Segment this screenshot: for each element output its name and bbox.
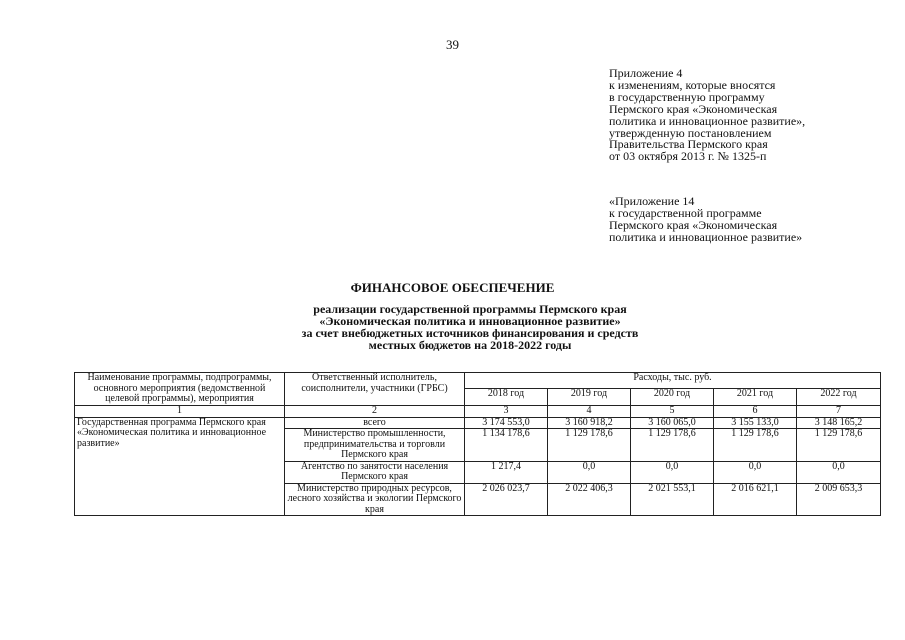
column-number: 7 <box>797 405 881 417</box>
appendix-header-line: Правительства Пермского края <box>609 137 768 152</box>
value-cell: 3 160 065,0 <box>631 417 714 429</box>
column-number: 4 <box>548 405 631 417</box>
header-executor: Ответственный исполнитель, соисполнители, участники (ГРБС) <box>285 373 465 406</box>
appendix-program-line: к государственной программе <box>609 205 762 220</box>
header-year: 2019 год <box>548 389 631 405</box>
value-cell: 0,0 <box>714 461 797 483</box>
column-number: 3 <box>465 405 548 417</box>
value-cell: 2 016 621,1 <box>714 483 797 516</box>
value-cell: 1 129 178,6 <box>631 429 714 462</box>
appendix-header-line: Пермского края «Экономическая <box>609 101 778 116</box>
value-cell: 1 134 178,6 <box>465 429 548 462</box>
table-header-row <box>75 373 881 389</box>
executor-cell: Министерство природных ресурсов, лесного хозяйства и экологии Пермского края <box>285 483 465 516</box>
appendix-header-line: в государственную программу <box>609 89 765 104</box>
value-cell: 1 129 178,6 <box>797 429 881 462</box>
value-cell: 1 129 178,6 <box>714 429 797 462</box>
document-title: ФИНАНСОВОЕ ОБЕСПЕЧЕНИЕ <box>350 280 555 295</box>
header-expenses: Расходы, тыс. руб. <box>465 373 881 389</box>
appendix-header <box>609 68 805 163</box>
appendix-program-line: «Приложение 14 <box>609 194 695 208</box>
value-cell: 3 174 553,0 <box>465 417 548 429</box>
financing-table <box>74 372 881 516</box>
column-number: 5 <box>631 405 714 417</box>
value-cell: 2 026 023,7 <box>465 483 548 516</box>
appendix-header-line: утвержденную постановлением <box>609 125 772 140</box>
appendix-program-line: политика и инновационное развитие» <box>609 229 803 244</box>
appendix-header-line: от 03 октября 2013 г. № 1325-п <box>609 149 767 164</box>
appendix-header-line: политика и инновационное развитие», <box>609 113 806 128</box>
appendix-program-line: Пермского края «Экономическая <box>609 217 778 232</box>
value-cell: 1 129 178,6 <box>548 429 631 462</box>
appendix-header-line: к изменениям, которые вносятся <box>609 77 776 92</box>
value-cell: 0,0 <box>548 461 631 483</box>
program-name-cell: Государственная программа Пермского края «Экономическая политика и инновационное развитие» <box>75 417 285 516</box>
subtitle-line: реализации государственной программы Пермского края <box>313 302 627 316</box>
page-number: 39 <box>446 37 459 52</box>
subtitle-line: «Экономическая политика и инновационное развитие» <box>319 314 621 328</box>
value-cell: 2 009 653,3 <box>797 483 881 516</box>
value-cell: 2 022 406,3 <box>548 483 631 516</box>
header-name: Наименование программы, подпрограммы, основного мероприятия (ведомственной целевой программы), мероприятия <box>75 373 285 406</box>
executor-cell: всего <box>285 417 465 429</box>
document-subtitle <box>0 303 905 351</box>
header-year: 2021 год <box>714 389 797 405</box>
subtitle-line: за счет внебюджетных источников финансирования и средств <box>301 326 639 340</box>
value-cell: 2 021 553,1 <box>631 483 714 516</box>
value-cell: 3 155 133,0 <box>714 417 797 429</box>
value-cell: 3 148 165,2 <box>797 417 881 429</box>
header-year: 2018 год <box>465 389 548 405</box>
table-row <box>75 417 881 429</box>
column-number: 2 <box>285 405 465 417</box>
column-number: 6 <box>714 405 797 417</box>
value-cell: 3 160 918,2 <box>548 417 631 429</box>
column-number: 1 <box>75 405 285 417</box>
subtitle-line: местных бюджетов на 2018-2022 годы <box>368 338 572 352</box>
value-cell: 1 217,4 <box>465 461 548 483</box>
appendix-program <box>609 196 802 244</box>
executor-cell: Министерство промышленности, предпринимательства и торговли Пермского края <box>285 429 465 462</box>
column-number-row <box>75 405 881 417</box>
header-year: 2020 год <box>631 389 714 405</box>
value-cell: 0,0 <box>631 461 714 483</box>
header-year: 2022 год <box>797 389 881 405</box>
executor-cell: Агентство по занятости населения Пермского края <box>285 461 465 483</box>
appendix-header-line: Приложение 4 <box>609 66 683 80</box>
value-cell: 0,0 <box>797 461 881 483</box>
